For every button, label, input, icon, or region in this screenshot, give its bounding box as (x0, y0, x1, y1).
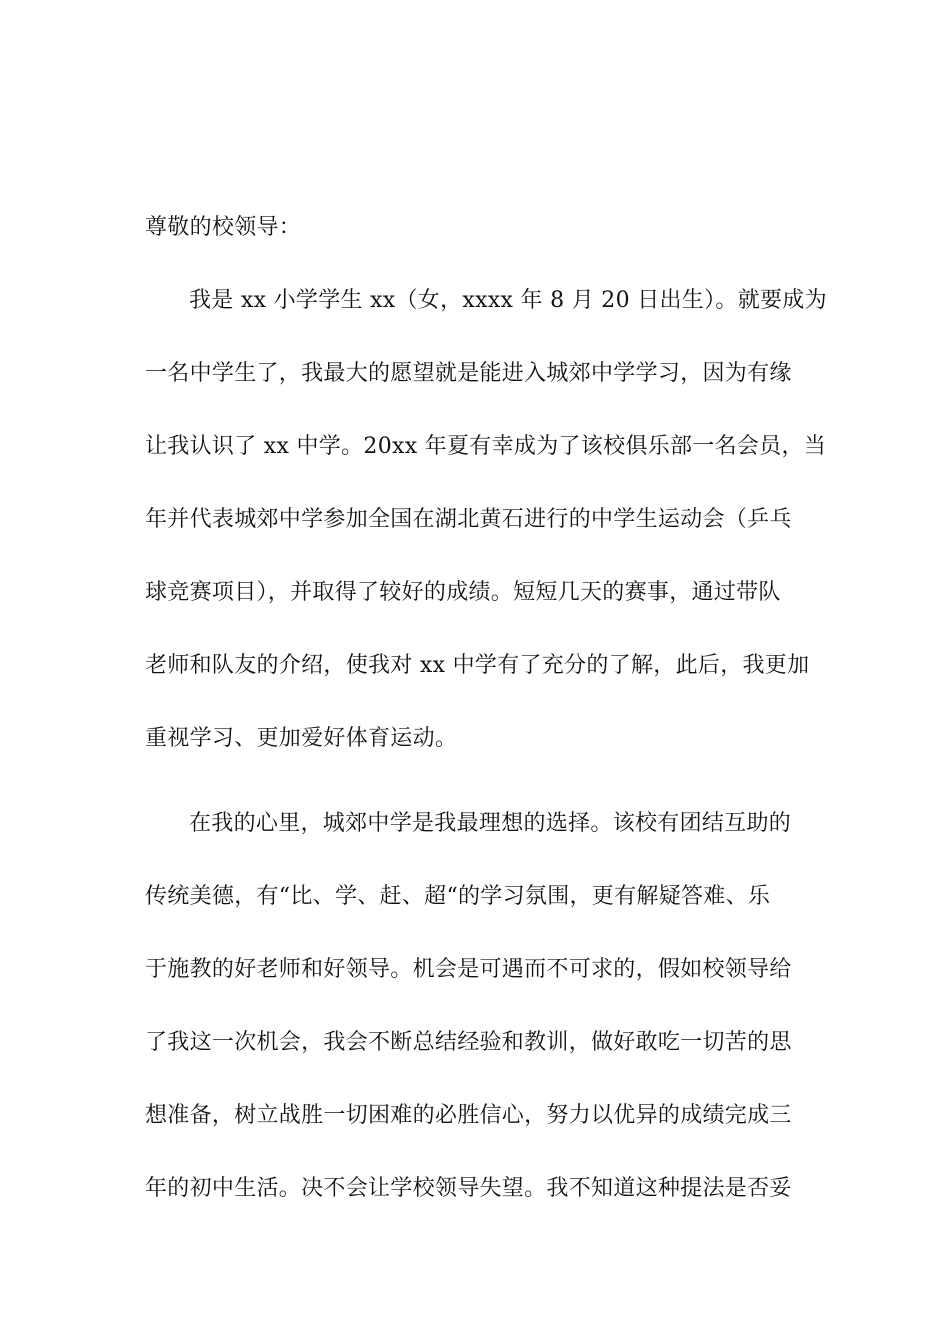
paragraph-line: 一名中学生了，我最大的愿望就是能进入城郊中学学习，因为有缘 (145, 361, 792, 386)
paragraph-line: 球竞赛项目），并取得了较好的成绩。短短几天的赛事，通过带队 (145, 580, 781, 605)
paragraph-line: 了我这一次机会，我会不断总结经验和教训，做好敢吃一切苦的思 (145, 1030, 792, 1055)
paragraph-line: 想准备，树立战胜一切困难的必胜信心，努力以优异的成绩完成三 (145, 1103, 792, 1128)
paragraph-line: 年的初中生活。决不会让学校领导失望。我不知道这种提法是否妥 (145, 1176, 792, 1201)
salutation: 尊敬的校领导： (145, 215, 302, 240)
paragraph-line: 老师和队友的介绍，使我对 xx 中学有了充分的了解，此后，我更加 (145, 653, 810, 678)
paragraph-line: 让我认识了 xx 中学。20xx 年夏有幸成为了该校俱乐部一名会员，当 (145, 434, 827, 459)
paragraph-line: 于施教的好老师和好领导。机会是可遇而不可求的，假如校领导给 (145, 957, 792, 982)
paragraph-line: 重视学习、更加爱好体育运动。 (145, 726, 458, 751)
paragraph-line: 在我的心里，城郊中学是我最理想的选择。该校有团结互助的 (189, 811, 792, 836)
paragraph-line: 我是 xx 小学学生 xx（女，xxxx 年 8 月 20 日出生）。就要成为 (189, 288, 827, 313)
paragraph-line: 年并代表城郊中学参加全国在湖北黄石进行的中学生运动会（乒乓 (145, 507, 792, 532)
paragraph-line: 传统美德，有“比、学、赶、超“的学习氛围，更有解疑答难、乐 (145, 884, 771, 909)
